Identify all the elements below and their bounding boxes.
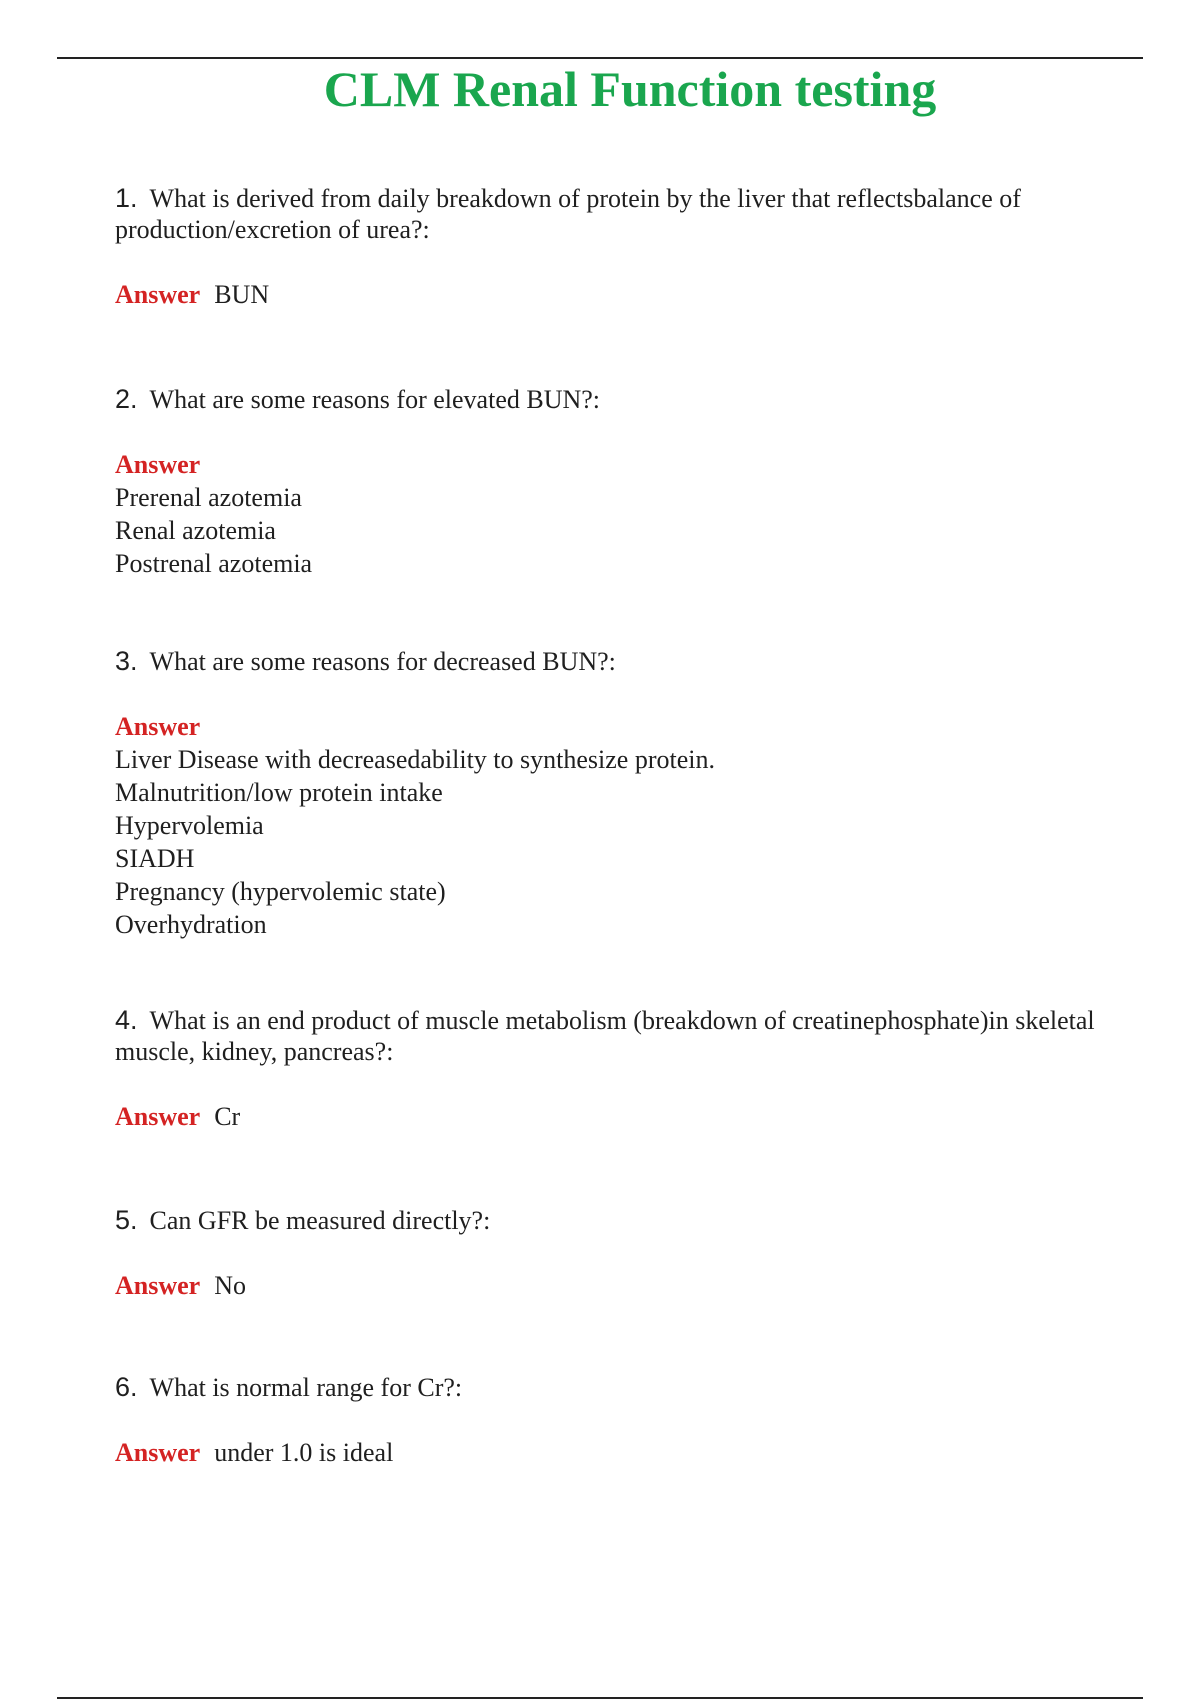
question-text: What are some reasons for elevated BUN?:: [149, 385, 601, 414]
question-number: 1.: [115, 183, 138, 213]
question-5: [115, 1205, 1105, 1236]
question-number: 6.: [115, 1372, 138, 1402]
answer-text: BUN: [214, 280, 270, 309]
answer-line: Liver Disease with decreasedability to synthesize protein.: [115, 745, 715, 774]
answer-line: Pregnancy (hypervolemic state): [115, 877, 446, 906]
answer-text: No: [214, 1271, 246, 1300]
question-block-2: [115, 384, 1105, 580]
answer-block: [115, 448, 1105, 580]
answer-line: Malnutrition/low protein intake: [115, 778, 443, 807]
answer-block: [115, 1100, 1105, 1133]
answer-label: Answer: [115, 1102, 201, 1131]
answer-block: [115, 1436, 1105, 1469]
question-text: What are some reasons for decreased BUN?:: [149, 647, 616, 676]
question-text: What is an end product of muscle metabolism (breakdown of creatinephosphate)in skeletal muscle, kidney, pancreas?:: [115, 1006, 1095, 1066]
answer-line: Hypervolemia: [115, 811, 264, 840]
question-2: [115, 384, 1105, 415]
answer-line: Overhydration: [115, 910, 267, 939]
answer-label: Answer: [115, 712, 201, 741]
page-title: CLM Renal Function testing: [323, 61, 937, 117]
question-text: What is normal range for Cr?:: [149, 1373, 463, 1402]
question-3: [115, 646, 1105, 677]
question-block-6: [115, 1372, 1105, 1469]
answer-label: Answer: [115, 280, 201, 309]
question-block-4: [115, 1005, 1105, 1133]
question-block-3: [115, 646, 1105, 941]
answer-line: Postrenal azotemia: [115, 549, 313, 578]
question-number: 4.: [115, 1005, 138, 1035]
answer-line: Renal azotemia: [115, 516, 276, 545]
answer-text: under 1.0 is ideal: [214, 1438, 394, 1467]
question-block-1: [115, 183, 1105, 311]
answer-block: [115, 710, 1105, 941]
question-block-5: [115, 1205, 1105, 1302]
question-text: What is derived from daily breakdown of protein by the liver that reflectsbalance of production/excretion of urea?:: [115, 184, 1021, 244]
question-number: 5.: [115, 1205, 138, 1235]
bottom-rule: [57, 1697, 1143, 1699]
question-6: [115, 1372, 1105, 1403]
question-1: [115, 183, 1105, 245]
question-4: [115, 1005, 1105, 1067]
answer-label: Answer: [115, 1271, 201, 1300]
answer-line: Prerenal azotemia: [115, 483, 302, 512]
question-number: 3.: [115, 646, 138, 676]
answer-block: [115, 1269, 1105, 1302]
answer-label: Answer: [115, 1438, 201, 1467]
answer-block: [115, 278, 1105, 311]
answer-text: Cr: [214, 1102, 241, 1131]
answer-label: Answer: [115, 450, 201, 479]
question-text: Can GFR be measured directly?:: [149, 1206, 491, 1235]
question-number: 2.: [115, 384, 138, 414]
answer-line: SIADH: [115, 844, 195, 873]
